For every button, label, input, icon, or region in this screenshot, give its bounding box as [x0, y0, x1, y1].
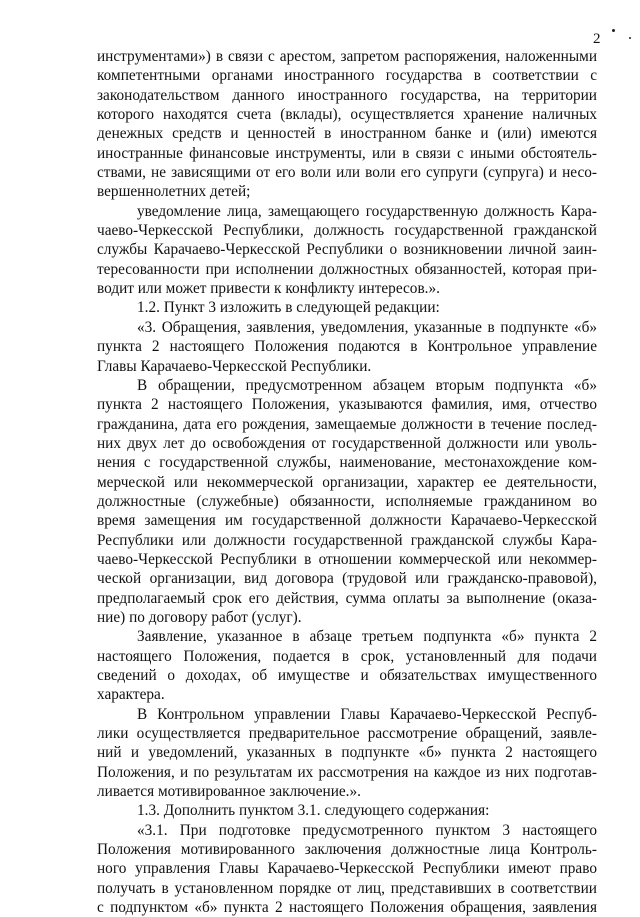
- text-line: них двух лет до освобождения от государственной должности или уволь-: [97, 434, 597, 452]
- text-line: настоящего Положения, подается в срок, установленный для подачи: [97, 647, 597, 665]
- text-line: Главы Карачаево-Черкесской Республики.: [97, 357, 372, 375]
- text-line: 1.2. Пункт 3 изложить в следующей редакции:: [137, 299, 440, 317]
- text-line: «3.1. При подготовке предусмотренного пунктом 3 настоящего: [137, 821, 597, 839]
- text-line: Положения мотивированного заключения должностные лица Контроль-: [97, 841, 597, 859]
- text-line: предполагаемый срок его действия, сумма оплаты за выполнение (оказа-: [97, 589, 597, 607]
- text-line: ческой организации, вид договора (трудовой или гражданско-правовой),: [97, 570, 597, 588]
- text-line: должностные (служебные) обязанности, исполняемые гражданином во: [97, 492, 597, 510]
- text-line: пункта 2 настоящего Положения подаются в Контрольное управление: [97, 338, 597, 356]
- text-line: которого находятся счета (вклады), осуществляется хранение наличных: [97, 106, 597, 124]
- text-line: уведомление лица, замещающего государственную должность Кара-: [137, 202, 597, 220]
- text-line: В обращении, предусмотренном абзацем вторым подпункта «б»: [137, 376, 597, 394]
- text-line: законодательством данного иностранного государства, на территории: [97, 86, 597, 104]
- text-line: компетентными органами иностранного государства в соответствии с: [97, 67, 597, 85]
- text-line: службы Карачаево-Черкесской Республики о возникновении личной заин-: [97, 241, 597, 259]
- scan-speck: [629, 37, 631, 39]
- text-line: ний и уведомлений, указанных в подпункте «б» пункта 2 настоящего: [97, 744, 597, 762]
- text-line: вершеннолетних детей;: [97, 183, 251, 201]
- text-line: ние) по договору работ (услуг).: [97, 608, 302, 626]
- text-line: Заявление, указанное в абзаце третьем подпункта «б» пункта 2: [137, 628, 597, 646]
- text-line: лики осуществляется предварительное рассмотрение обращений, заявле-: [97, 725, 597, 743]
- text-line: Республики или должности государственной гражданской службы Кара-: [97, 531, 597, 549]
- text-line: пункта 2 настоящего Положения, указываются фамилия, имя, отчество: [97, 396, 597, 414]
- text-line: Положения, и по результатам их рассмотрения на каждое из них подготав-: [97, 763, 597, 781]
- text-line: 1.3. Дополнить пунктом 3.1. следующего содержания:: [137, 802, 490, 820]
- text-line: ствами, не зависящими от его воли или воли его супруги (супруга) и несо-: [97, 164, 597, 182]
- text-line: чаево-Черкесской Республики, должность государственной гражданской: [97, 222, 597, 240]
- scan-speck: [612, 29, 615, 32]
- text-line: В Контрольном управлении Главы Карачаево-Черкесской Респуб-: [137, 705, 597, 723]
- text-line: гражданина, дата его рождения, замещаемые должности в течение послед-: [97, 415, 597, 433]
- text-line: ливается мотивированное заключение.».: [97, 783, 361, 801]
- page-number: 2: [593, 31, 601, 47]
- text-line: тересованности при исполнении должностных обязанностей, которая при-: [97, 260, 597, 278]
- text-line: время замещения им государственной должности Карачаево-Черкесской: [97, 512, 597, 530]
- text-line: характера.: [97, 686, 165, 704]
- text-line: водит или может привести к конфликту интересов.».: [97, 280, 440, 298]
- text-line: инструментами») в связи с арестом, запретом распоряжения, наложенными: [97, 48, 597, 65]
- text-line: мерческой или некоммерческой организации, характер ее деятельности,: [97, 473, 597, 491]
- text-line: нения с государственной службы, наименование, местонахождение ком-: [97, 454, 597, 472]
- text-line: «3. Обращения, заявления, уведомления, указанные в подпункте «б»: [137, 318, 597, 336]
- text-line: сведений о доходах, об имуществе и обязательствах имущественного: [97, 667, 597, 684]
- document-body-text: [97, 47, 597, 917]
- text-line: получать в установленном порядке от лиц, представивших в соответствии: [97, 879, 597, 897]
- text-line: чаево-Черкесской Республики в отношении коммерческой или некоммер-: [97, 550, 597, 568]
- text-line: ного управления Главы Карачаево-Черкесской Республики имеют право: [97, 860, 597, 878]
- text-line: с подпунктом «б» пункта 2 настоящего Положения обращения, заявления: [97, 899, 597, 917]
- text-line: денежных средств и ценностей в иностранном банке и (или) имеются: [97, 125, 597, 143]
- text-line: иностранные финансовые инструменты, или в связи с иными обстоятель-: [97, 144, 597, 162]
